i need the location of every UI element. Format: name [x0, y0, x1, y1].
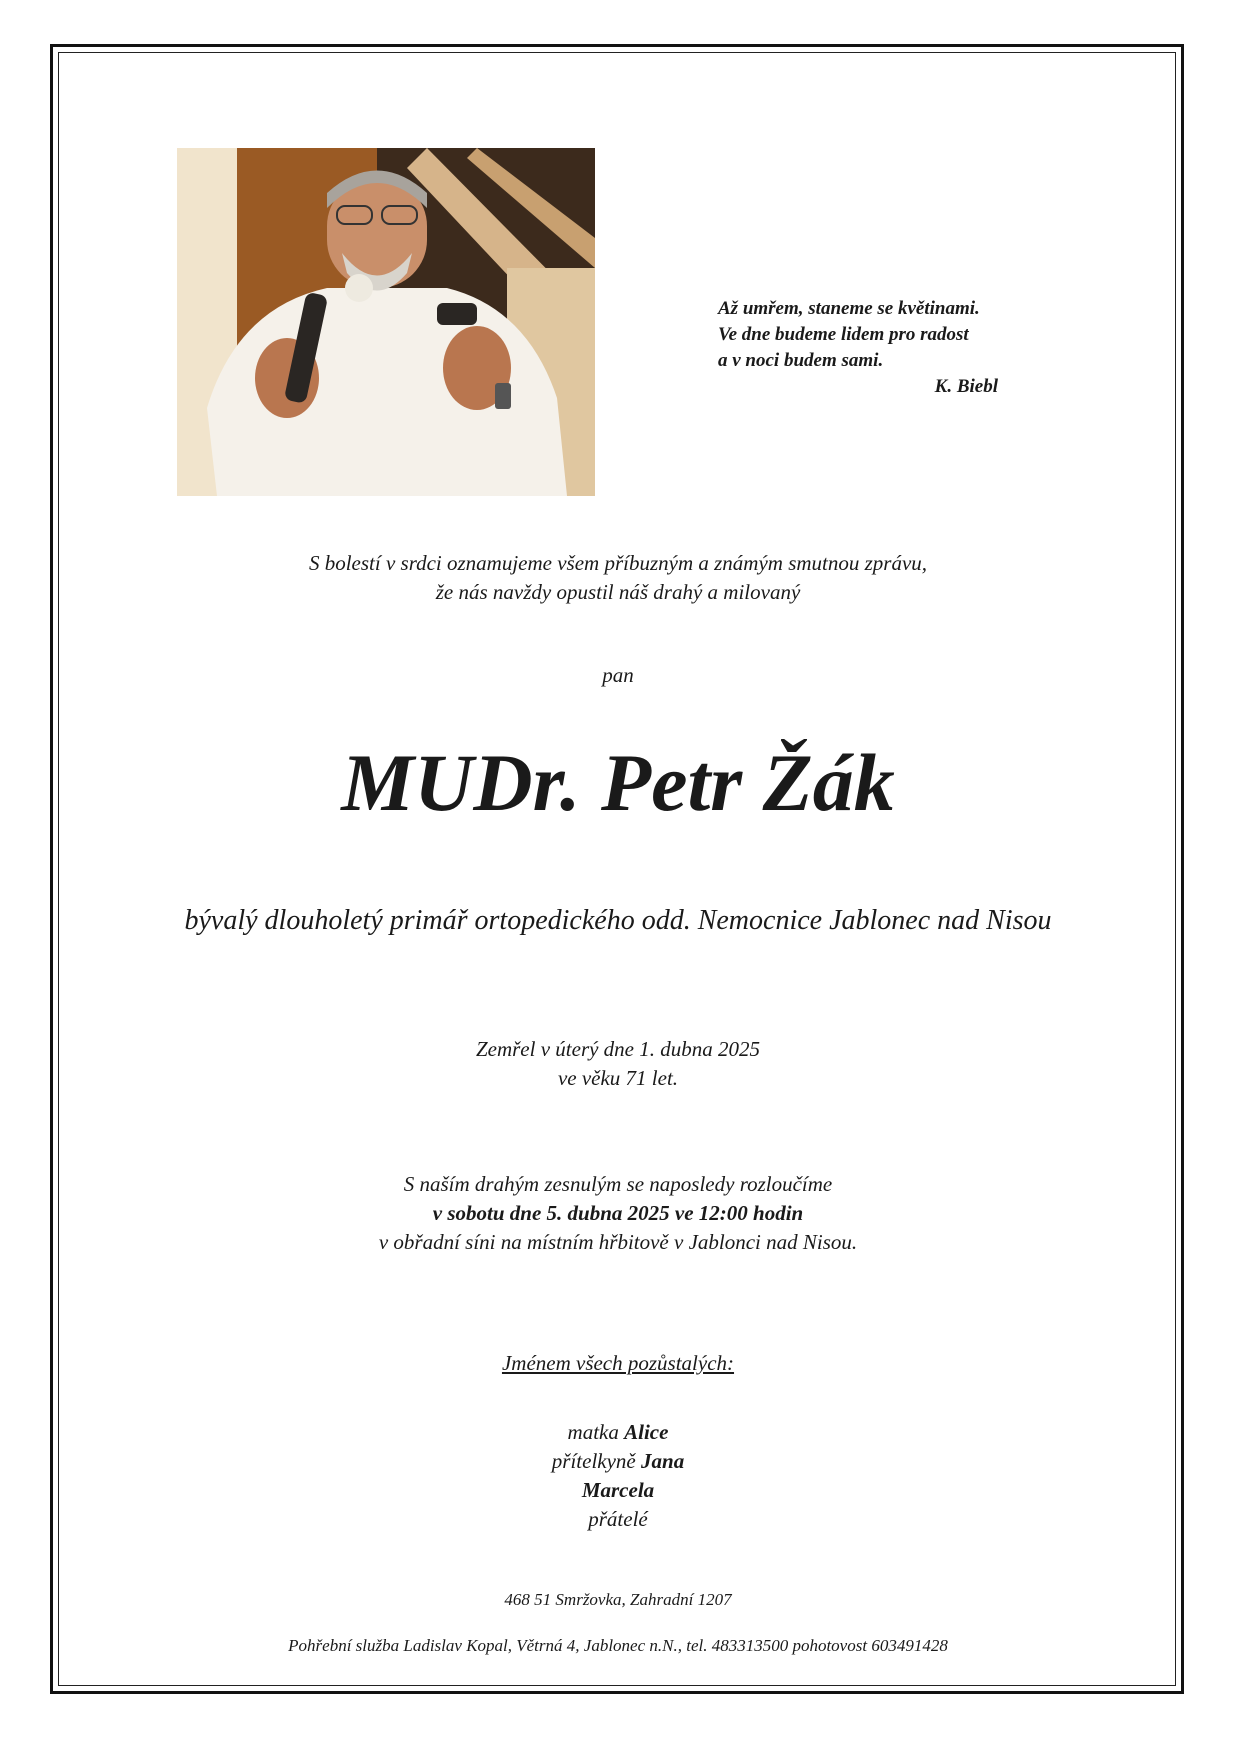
announcement-intro [60, 549, 1176, 607]
funeral-service-info: Pohřební služba Ladislav Kopal, Větrná 4, Jablonec n.N., tel. 483313500 pohotovost 603491428 [288, 1636, 948, 1655]
deceased-role: bývalý dlouholetý primář ortopedického odd. Nemocnice Jablonec nad Nisou [184, 905, 1052, 936]
farewell-datetime: v sobotu dne 5. dubna 2025 ve 12:00 hodin [432, 1201, 804, 1225]
intro-line-1: S bolestí v srdci oznamujeme všem příbuzným a známým smutnou zprávu, [308, 551, 928, 575]
mourner-item [60, 1476, 1176, 1505]
salutation: pan [602, 663, 634, 687]
farewell-location: v obřadní síni na místním hřbitově v Jablonci nad Nisou. [378, 1230, 858, 1254]
intro-line-2: že nás navždy opustil náš drahý a milovaný [435, 580, 801, 604]
on-behalf-heading: Jménem všech pozůstalých: [501, 1351, 735, 1375]
portrait-photo [177, 148, 595, 496]
death-date: Zemřel v úterý dne 1. dubna 2025 [475, 1037, 761, 1061]
death-age: ve věku 71 let. [557, 1066, 679, 1090]
mourner-name: Jana [641, 1449, 685, 1473]
farewell-info [60, 1170, 1176, 1257]
mourner-name: Marcela [581, 1478, 655, 1502]
quote-line-1: Až umřem, staneme se květinami. [718, 298, 980, 319]
family-address: 468 51 Smržovka, Zahradní 1207 [504, 1590, 732, 1609]
quote-line-3: a v noci budem sami. [718, 350, 884, 371]
mourner-relation: přítelkyně [551, 1449, 636, 1473]
quote-line-2: Ve dne budeme lidem pro radost [718, 324, 969, 345]
epitaph-quote [718, 296, 1078, 400]
mourner-item [60, 1418, 1176, 1447]
mourner-relation: matka [567, 1420, 619, 1444]
mourners-list [60, 1418, 1176, 1534]
mourner-item [60, 1447, 1176, 1476]
farewell-line-1: S naším drahým zesnulým se naposledy rozloučíme [403, 1172, 833, 1196]
death-info [60, 1035, 1176, 1093]
quote-author: K. Biebl [934, 376, 998, 397]
mourner-name: Alice [624, 1420, 669, 1444]
mourner-item [60, 1505, 1176, 1534]
deceased-name: MUDr. Petr Žák [341, 737, 895, 828]
mourner-relation: přátelé [588, 1507, 648, 1531]
